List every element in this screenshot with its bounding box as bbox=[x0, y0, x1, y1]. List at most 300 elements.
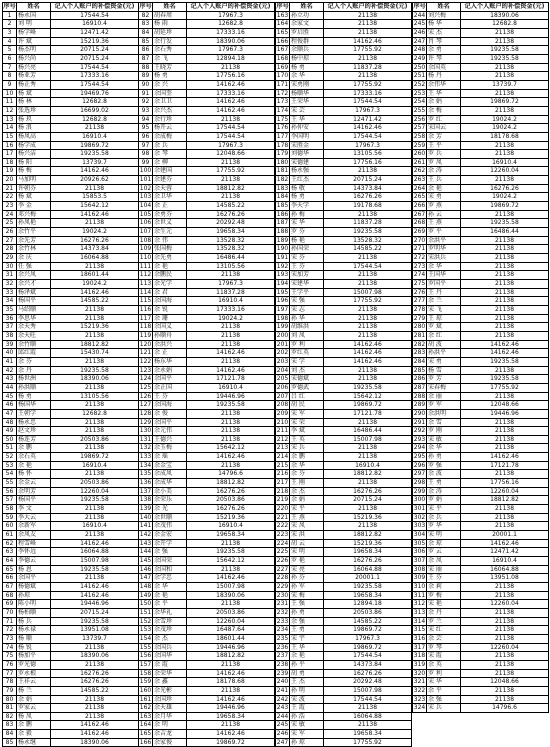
row-seq: 10 bbox=[3, 89, 17, 98]
row-name: 宋 敏 bbox=[427, 435, 461, 444]
row-amount: 21138 bbox=[187, 193, 275, 202]
row-amount: 13528.32 bbox=[324, 236, 412, 245]
row-seq: 166 bbox=[276, 37, 289, 45]
row-seq: 112 bbox=[139, 271, 152, 279]
row-name: 王晓芳 bbox=[153, 63, 187, 72]
row-name: 罗 琴 bbox=[427, 643, 461, 652]
row-seq: 139 bbox=[139, 505, 152, 513]
row-name: 杨 阳 bbox=[17, 158, 51, 167]
table-row bbox=[3, 176, 139, 185]
table-row bbox=[139, 202, 275, 211]
row-seq: 312 bbox=[413, 600, 426, 608]
row-amount: 19658.34 bbox=[324, 730, 412, 739]
row-amount: 16276.26 bbox=[51, 236, 139, 245]
row-name: 余 涛 bbox=[427, 167, 461, 176]
table-row bbox=[3, 678, 139, 687]
table-row bbox=[276, 643, 412, 652]
row-amount: 21138 bbox=[187, 271, 275, 280]
row-name: 宋 洪 bbox=[290, 531, 324, 540]
row-name: 余 鹏 bbox=[290, 453, 324, 462]
table-row bbox=[413, 366, 549, 375]
table-row bbox=[413, 193, 549, 202]
row-amount: 21138 bbox=[461, 262, 549, 271]
table-row bbox=[3, 219, 139, 228]
row-amount: 21138 bbox=[324, 418, 412, 427]
table-row bbox=[413, 383, 549, 392]
row-amount: 21138 bbox=[461, 522, 549, 531]
row-amount: 21138 bbox=[51, 712, 139, 721]
row-seq: 248 bbox=[413, 46, 426, 54]
row-amount: 12048.66 bbox=[187, 150, 275, 159]
row-name: 余 正 bbox=[153, 349, 187, 358]
row-name: 杨国平 bbox=[17, 496, 51, 505]
row-seq: 59 bbox=[3, 513, 17, 522]
table-row bbox=[3, 409, 139, 418]
row-seq: 67 bbox=[3, 582, 17, 591]
table-row bbox=[413, 323, 549, 332]
row-name: 王朝学 bbox=[17, 409, 51, 418]
row-name: 余 飞 bbox=[153, 54, 187, 63]
table-row bbox=[139, 115, 275, 124]
row-amount: 14373.84 bbox=[324, 660, 412, 669]
row-amount: 21138 bbox=[461, 626, 549, 635]
row-amount: 17967.3 bbox=[187, 46, 275, 55]
row-name: 宋 兵 bbox=[427, 704, 461, 713]
table-row bbox=[413, 652, 549, 661]
table-row bbox=[413, 634, 549, 643]
row-amount: 17755.92 bbox=[187, 167, 275, 176]
row-name: 杨 斌 bbox=[17, 89, 51, 98]
table-row bbox=[276, 557, 412, 566]
row-amount: 21138 bbox=[461, 513, 549, 522]
table-row bbox=[3, 582, 139, 591]
table-panel-2 bbox=[138, 2, 275, 747]
row-seq: 121 bbox=[139, 349, 152, 357]
table-row bbox=[276, 678, 412, 687]
row-amount: 21138 bbox=[51, 660, 139, 669]
table-row bbox=[3, 89, 139, 98]
table-row bbox=[276, 582, 412, 591]
row-amount: 11837.28 bbox=[324, 219, 412, 228]
table-row bbox=[139, 418, 275, 427]
row-amount: 12048.66 bbox=[461, 401, 549, 410]
row-seq: 234 bbox=[276, 626, 289, 634]
row-seq: 104 bbox=[139, 202, 152, 210]
row-amount: 14162.46 bbox=[51, 730, 139, 739]
table-row bbox=[413, 280, 549, 289]
row-amount: 12682.8 bbox=[187, 20, 275, 29]
row-amount: 16064.88 bbox=[51, 254, 139, 263]
row-name: 罗 梅 bbox=[427, 591, 461, 600]
table-row bbox=[276, 150, 412, 159]
row-name: 杨永强 bbox=[290, 167, 324, 176]
table-row bbox=[139, 470, 275, 479]
table-row bbox=[413, 626, 549, 635]
row-name: 杨兴亮 bbox=[17, 63, 51, 72]
row-seq: 47 bbox=[3, 409, 17, 418]
row-amount: 16064.88 bbox=[461, 565, 549, 574]
row-amount: 21138 bbox=[187, 435, 275, 444]
table-row bbox=[3, 479, 139, 488]
row-name: 马绍顺 bbox=[17, 305, 51, 314]
row-name: 罗 芳 bbox=[427, 375, 461, 384]
row-seq: 61 bbox=[3, 531, 17, 540]
header-amount: 记入个人账户的补偿资金(元) bbox=[187, 3, 275, 12]
row-amount: 14162.46 bbox=[187, 669, 275, 678]
row-seq: 244 bbox=[276, 712, 289, 720]
row-amount: 17333.16 bbox=[187, 28, 275, 37]
table-row bbox=[276, 435, 412, 444]
table-row bbox=[3, 617, 139, 626]
row-seq: 165 bbox=[139, 730, 152, 738]
row-name: 杨 凤 bbox=[17, 712, 51, 721]
row-seq: 200 bbox=[276, 331, 289, 339]
table-row bbox=[276, 219, 412, 228]
row-amount: 14162.46 bbox=[187, 349, 275, 358]
table-row bbox=[3, 652, 139, 661]
table-row bbox=[413, 89, 549, 98]
table-row bbox=[413, 349, 549, 358]
row-name: 余 锐 bbox=[153, 305, 187, 314]
row-name: 杨 勇 bbox=[290, 63, 324, 72]
row-name: 杨 雪 bbox=[427, 366, 461, 375]
row-name: 杨 雨 bbox=[153, 20, 187, 29]
table-row bbox=[276, 193, 412, 202]
table-row bbox=[3, 280, 139, 289]
table-row bbox=[139, 427, 275, 436]
row-amount: 18390.06 bbox=[187, 591, 275, 600]
row-name: 余世顺 bbox=[153, 513, 187, 522]
table-row bbox=[3, 392, 139, 401]
row-name: 宋 勇 bbox=[427, 193, 461, 202]
table-row bbox=[139, 531, 275, 540]
row-name: 余石英 bbox=[17, 453, 51, 462]
row-amount: 21138 bbox=[324, 479, 412, 488]
table-row bbox=[139, 669, 275, 678]
row-seq: 288 bbox=[413, 392, 426, 400]
row-name: 宋 亮 bbox=[290, 565, 324, 574]
table-row bbox=[276, 80, 412, 89]
row-name: 杨永忠 bbox=[17, 418, 51, 427]
row-name: 余凤友 bbox=[17, 531, 51, 540]
table-row bbox=[3, 210, 139, 219]
table-row bbox=[276, 106, 412, 115]
row-seq: 144 bbox=[139, 548, 152, 556]
table-row bbox=[276, 331, 412, 340]
row-seq: 237 bbox=[276, 652, 289, 660]
row-amount: 18812.82 bbox=[187, 184, 275, 193]
row-seq: 287 bbox=[413, 383, 426, 391]
row-amount: 21138 bbox=[461, 28, 549, 37]
row-name: 宋国云 bbox=[427, 124, 461, 133]
table-row bbox=[139, 20, 275, 29]
table-row bbox=[276, 479, 412, 488]
row-name: 宋 兵 bbox=[290, 444, 324, 453]
row-seq: 105 bbox=[139, 210, 152, 218]
row-name: 余勇芬 bbox=[153, 210, 187, 219]
row-name: 许 斌 bbox=[17, 37, 51, 46]
table-row bbox=[276, 487, 412, 496]
row-seq: 85 bbox=[3, 738, 17, 747]
row-seq: 169 bbox=[276, 63, 289, 71]
row-name: 余金宝 bbox=[153, 461, 187, 470]
table-row bbox=[3, 539, 139, 548]
row-name: 刘 明 bbox=[17, 20, 51, 29]
row-seq: 194 bbox=[276, 280, 289, 287]
row-amount: 21138 bbox=[324, 704, 412, 713]
table-row bbox=[139, 340, 275, 349]
table-row bbox=[413, 461, 549, 470]
row-seq: 187 bbox=[276, 219, 289, 227]
row-name: 杨 玖 bbox=[17, 115, 51, 124]
row-name: 宋 凤 bbox=[290, 522, 324, 531]
row-name: 余成凤 bbox=[153, 470, 187, 479]
row-seq: 129 bbox=[139, 418, 152, 426]
table-row bbox=[413, 54, 549, 63]
table-row bbox=[413, 297, 549, 306]
row-amount: 21138 bbox=[461, 245, 549, 254]
row-amount: 19658.34 bbox=[187, 228, 275, 237]
row-name: 宋 勇 bbox=[427, 357, 461, 366]
row-seq: 285 bbox=[413, 366, 426, 374]
row-name: 宋勇刚 bbox=[290, 80, 324, 89]
row-amount: 19024.2 bbox=[461, 193, 549, 202]
row-seq: 90 bbox=[139, 80, 153, 89]
table-row bbox=[276, 141, 412, 150]
row-amount: 16064.88 bbox=[324, 712, 412, 721]
table-row bbox=[139, 37, 275, 46]
row-amount: 21138 bbox=[461, 669, 549, 678]
row-seq: 32 bbox=[3, 280, 17, 289]
row-seq: 97 bbox=[139, 141, 153, 150]
row-amount: 21138 bbox=[187, 686, 275, 695]
row-seq: 193 bbox=[276, 271, 289, 279]
table-row bbox=[139, 228, 275, 237]
table-row bbox=[413, 98, 549, 107]
row-amount: 15219.36 bbox=[187, 513, 275, 522]
row-amount: 19024.2 bbox=[51, 228, 139, 237]
row-name: 余 兵 bbox=[427, 513, 461, 522]
row-seq: 29 bbox=[3, 254, 17, 263]
row-seq: 174 bbox=[276, 106, 289, 114]
row-amount: 17544.54 bbox=[51, 63, 139, 72]
row-seq: 110 bbox=[139, 254, 152, 262]
row-seq: 143 bbox=[139, 539, 152, 547]
table-row bbox=[276, 470, 412, 479]
row-name: 余竹顺 bbox=[17, 340, 51, 349]
table-row bbox=[3, 531, 139, 540]
row-amount: 16910.4 bbox=[461, 557, 549, 566]
row-seq: 7 bbox=[3, 63, 17, 72]
row-name: 李怀远 bbox=[17, 548, 51, 557]
row-seq: 4 bbox=[3, 37, 17, 46]
row-name: 宋 杰 bbox=[427, 28, 461, 37]
row-name: 孙 军 bbox=[290, 582, 324, 591]
table-row bbox=[276, 392, 412, 401]
row-amount: 21138 bbox=[324, 331, 412, 340]
row-name: 王 华 bbox=[290, 643, 324, 652]
row-name: 杨学成 bbox=[17, 141, 51, 150]
row-name: 余玉梅 bbox=[153, 444, 187, 453]
table-row bbox=[413, 184, 549, 193]
table-row bbox=[276, 271, 412, 280]
row-name: 宋 霞 bbox=[427, 652, 461, 661]
row-seq: 138 bbox=[139, 496, 152, 504]
row-seq: 84 bbox=[139, 28, 153, 37]
row-amount: 19235.58 bbox=[51, 617, 139, 626]
row-seq: 205 bbox=[276, 375, 289, 383]
row-seq: 124 bbox=[139, 375, 152, 383]
row-seq: 15 bbox=[3, 132, 17, 141]
row-seq: 299 bbox=[413, 487, 426, 495]
row-seq: 233 bbox=[276, 617, 289, 625]
table-row bbox=[413, 565, 549, 574]
table-row bbox=[3, 496, 139, 505]
table-row bbox=[413, 453, 549, 462]
row-name: 罗光德 bbox=[17, 660, 51, 669]
row-name: 吕 红 bbox=[290, 392, 324, 401]
table-row bbox=[3, 375, 139, 384]
table-row bbox=[413, 132, 549, 141]
row-name: 程雪峰 bbox=[17, 539, 51, 548]
row-name: 王 杰 bbox=[290, 678, 324, 687]
row-amount: 14585.22 bbox=[51, 297, 139, 306]
row-amount: 21138 bbox=[324, 453, 412, 462]
table-row bbox=[139, 72, 275, 81]
row-name: 余荣乐 bbox=[153, 496, 187, 505]
row-name: 王 刚 bbox=[290, 479, 324, 488]
row-amount: 17544.54 bbox=[324, 132, 412, 141]
row-name: 孙 梅 bbox=[290, 210, 324, 219]
row-amount: 17755.92 bbox=[324, 738, 412, 747]
table-row bbox=[3, 236, 139, 245]
row-amount: 14162.46 bbox=[324, 349, 412, 358]
table-row bbox=[276, 254, 412, 263]
table-row bbox=[413, 435, 549, 444]
table-row bbox=[3, 193, 139, 202]
table-row bbox=[139, 305, 275, 314]
row-name: 余兴才 bbox=[17, 280, 51, 289]
row-seq: 188 bbox=[276, 228, 289, 236]
table-row bbox=[3, 366, 139, 375]
row-amount: 21138 bbox=[461, 660, 549, 669]
row-amount: 19869.72 bbox=[51, 453, 139, 462]
table-row bbox=[3, 11, 139, 20]
row-seq: 63 bbox=[3, 548, 17, 557]
row-seq: 297 bbox=[413, 470, 426, 478]
row-amount: 20503.86 bbox=[187, 608, 275, 617]
row-name: 罗 利 bbox=[290, 340, 324, 349]
row-name: 宋 明 bbox=[290, 548, 324, 557]
row-seq: 16 bbox=[3, 141, 17, 150]
table-row bbox=[139, 479, 275, 488]
table-row bbox=[3, 591, 139, 600]
row-name: 杨加平 bbox=[17, 652, 51, 661]
table-row bbox=[276, 375, 412, 384]
row-amount: 14585.22 bbox=[51, 686, 139, 695]
row-seq: 207 bbox=[276, 392, 289, 400]
row-seq: 277 bbox=[413, 297, 426, 305]
table-row bbox=[276, 63, 412, 72]
table-row bbox=[139, 167, 275, 176]
row-name: 余永娟 bbox=[153, 366, 187, 375]
row-name: 胡 勇 bbox=[290, 669, 324, 678]
table-row bbox=[3, 37, 139, 46]
row-name: 李德云 bbox=[17, 557, 51, 566]
row-amount: 18390.06 bbox=[461, 11, 549, 20]
table-row bbox=[413, 63, 549, 72]
row-seq: 74 bbox=[3, 643, 17, 652]
table-row bbox=[413, 591, 549, 600]
row-amount: 15642.12 bbox=[187, 557, 275, 566]
row-seq: 220 bbox=[276, 505, 289, 513]
row-seq: 101 bbox=[139, 176, 152, 184]
table-row bbox=[413, 150, 549, 159]
row-seq: 242 bbox=[276, 695, 289, 703]
row-amount: 20715.24 bbox=[324, 496, 412, 505]
row-seq: 116 bbox=[139, 305, 152, 313]
row-amount: 21138 bbox=[324, 323, 412, 332]
row-seq: 123 bbox=[139, 366, 152, 374]
table-row bbox=[3, 401, 139, 410]
row-name: 赵文珍 bbox=[17, 427, 51, 436]
table-row bbox=[3, 435, 139, 444]
table-row bbox=[413, 505, 549, 514]
row-seq: 170 bbox=[276, 72, 289, 80]
row-seq: 273 bbox=[413, 262, 426, 270]
row-name: 余 鹏 bbox=[17, 721, 51, 730]
row-seq: 83 bbox=[3, 721, 17, 730]
row-amount: 21138 bbox=[51, 262, 139, 271]
row-seq: 218 bbox=[276, 487, 289, 495]
row-amount: 19446.96 bbox=[187, 392, 275, 401]
row-seq: 6 bbox=[3, 54, 17, 63]
row-name: 杨 怀 bbox=[17, 470, 51, 479]
row-seq: 11 bbox=[3, 98, 17, 107]
row-name: 余石秀 bbox=[153, 46, 187, 55]
row-name: 余世义 bbox=[153, 219, 187, 228]
row-amount: 21138 bbox=[187, 176, 275, 185]
row-name: 任 强 bbox=[17, 262, 51, 271]
row-name: 宋 宇 bbox=[290, 634, 324, 643]
row-amount: 12894.18 bbox=[187, 54, 275, 63]
row-name: 余 芳 bbox=[427, 132, 461, 141]
row-seq: 185 bbox=[276, 202, 289, 210]
row-name: 余金宏 bbox=[153, 531, 187, 540]
row-name: 王 丹 bbox=[427, 288, 461, 297]
table-row bbox=[3, 418, 139, 427]
row-name: 邱红霞 bbox=[17, 349, 51, 358]
row-seq: 278 bbox=[413, 305, 426, 313]
table-row bbox=[413, 669, 549, 678]
row-name: 余 光 bbox=[153, 505, 187, 514]
row-name: 余天秀 bbox=[17, 323, 51, 332]
table-row bbox=[139, 453, 275, 462]
row-amount: 21138 bbox=[324, 72, 412, 81]
row-amount: 17967.3 bbox=[187, 280, 275, 289]
table-row bbox=[413, 28, 549, 37]
row-amount: 21138 bbox=[51, 531, 139, 540]
row-amount: 15642.12 bbox=[324, 392, 412, 401]
table-row bbox=[413, 704, 549, 713]
row-name: 宋 明 bbox=[427, 531, 461, 540]
table-row bbox=[139, 695, 275, 704]
row-amount: 19235.58 bbox=[51, 366, 139, 375]
table-row bbox=[3, 262, 139, 271]
row-amount: 21138 bbox=[187, 539, 275, 548]
table-row bbox=[139, 124, 275, 133]
row-name: 王 燕 bbox=[427, 219, 461, 228]
